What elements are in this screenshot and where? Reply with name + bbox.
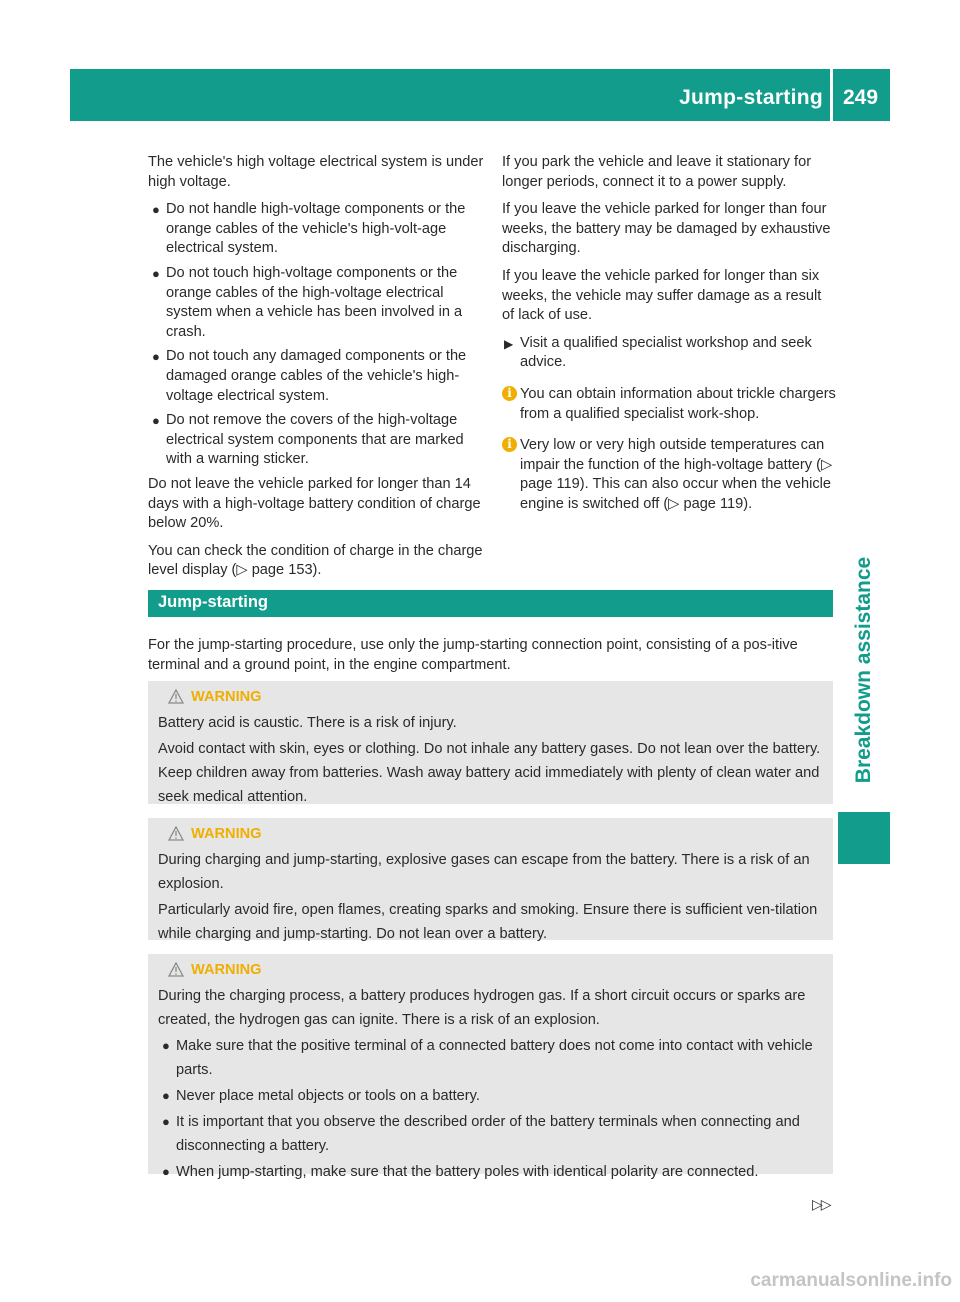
right-paragraph-3: If you leave the vehicle parked for longer than six weeks, the vehicle may suffer damage as a result of lack of use. <box>502 267 822 324</box>
info-icon: i <box>502 386 517 401</box>
warning-text: During charging and jump-starting, explosive gases can escape from the battery. There is a risk of an explosion. <box>158 852 810 892</box>
warning-box <box>148 681 833 804</box>
bullet-icon: ● <box>162 1114 170 1129</box>
left-paragraph-2: Do not leave the vehicle parked for longer than 14 days with a high-voltage battery condition of charge below 20%. <box>148 475 481 532</box>
header-title: Jump-starting <box>679 86 823 109</box>
bullet-icon: ● <box>152 265 160 281</box>
header-divider <box>830 69 833 121</box>
next-page-icon: ▷▷ <box>812 1196 830 1212</box>
warning-triangle-icon <box>168 962 184 977</box>
warning-header: WARNING <box>158 958 825 982</box>
side-tab-block <box>838 812 890 864</box>
right-paragraph-2: If you leave the vehicle parked for longer than four weeks, the battery may be damaged by exhaustive discharging. <box>502 201 831 257</box>
info-icon: i <box>502 437 517 452</box>
warning-box <box>148 954 833 1180</box>
warning-header: WARNING <box>158 685 825 709</box>
list-item: ● Do not touch any damaged components or the damaged orange cables of the vehicle's high-voltage electrical system. <box>152 348 467 404</box>
list-item: ● When jump-starting, make sure that the battery poles with identical polarity are connected. <box>158 1160 825 1184</box>
list-item: ● Do not touch high-voltage components or the orange cables of the high-voltage electrical system when a vehicle has been involved in a crash. <box>152 264 463 340</box>
side-tab-label: Breakdown assistance <box>852 556 875 784</box>
section-title: Jump-starting <box>158 593 269 611</box>
action-item: ▶ Visit a qualified specialist workshop and seek advice. <box>504 334 812 371</box>
list-item: ● Make sure that the positive terminal of a connected battery does not come into contact with vehicle parts. <box>158 1034 825 1082</box>
page-number: 249 <box>843 86 879 109</box>
bullet-icon: ● <box>152 349 160 365</box>
bullet-icon: ● <box>152 202 160 218</box>
bullet-icon: ● <box>152 413 160 429</box>
bullet-icon: ● <box>162 1088 170 1103</box>
right-paragraph-1: If you park the vehicle and leave it stationary for longer periods, connect it to a power supply. <box>502 154 812 190</box>
info-note: i Very low or very high outside temperatures can impair the function of the high-voltage battery (▷ page 119). This can also occur when the vehicle engine is switched off (▷ page 119). <box>502 436 837 514</box>
list-item: ● Do not handle high-voltage components or the orange cables of the vehicle's high-volt-age electrical system. <box>152 201 466 257</box>
left-paragraph-1: The vehicle's high voltage electrical system is under high voltage. <box>148 154 484 190</box>
watermark: carmanualsonline.info <box>750 1270 952 1291</box>
warning-header: WARNING <box>158 822 825 846</box>
warning-triangle-icon <box>168 689 184 704</box>
info-note: i You can obtain information about trickle chargers from a qualified specialist work-shop. <box>502 385 837 424</box>
list-item: ● Do not remove the covers of the high-voltage electrical system components that are marked with a warning sticker. <box>152 412 464 468</box>
bullet-icon: ● <box>162 1038 170 1053</box>
list-item: ● Never place metal objects or tools on a battery. <box>158 1084 825 1108</box>
left-column <box>148 153 484 589</box>
warning-text: During the charging process, a battery produces hydrogen gas. If a short circuit occurs or sparks are created, the hydrogen gas can ignite. There is a risk of an explosion. <box>158 988 806 1028</box>
warning-triangle-icon <box>168 826 184 841</box>
bullet-icon: ● <box>162 1164 170 1179</box>
warning-text: Battery acid is caustic. There is a risk of injury. <box>158 715 457 731</box>
list-item: ● It is important that you observe the described order of the battery terminals when connecting and disconnecting a battery. <box>158 1110 825 1158</box>
warning-box <box>148 818 833 940</box>
left-paragraph-3: You can check the condition of charge in the charge level display (▷ page 153). <box>148 542 483 579</box>
warning-text: Avoid contact with skin, eyes or clothing. Do not inhale any battery gases. Do not lean over the battery. Keep children away from batteries. Wash away battery acid immediately with plenty of clean water and seek medical attention. <box>158 741 821 805</box>
section-intro: For the jump-starting procedure, use only the jump-starting connection point, consisting of a pos-itive terminal and a ground point, in the engine compartment. <box>148 637 798 673</box>
warning-text: Particularly avoid fire, open flames, creating sparks and smoking. Ensure there is sufficient ven-tilation while charging and jump-starting. Do not lean over a battery. <box>158 902 818 942</box>
right-column <box>502 153 837 527</box>
action-arrow-icon: ▶ <box>504 336 514 351</box>
